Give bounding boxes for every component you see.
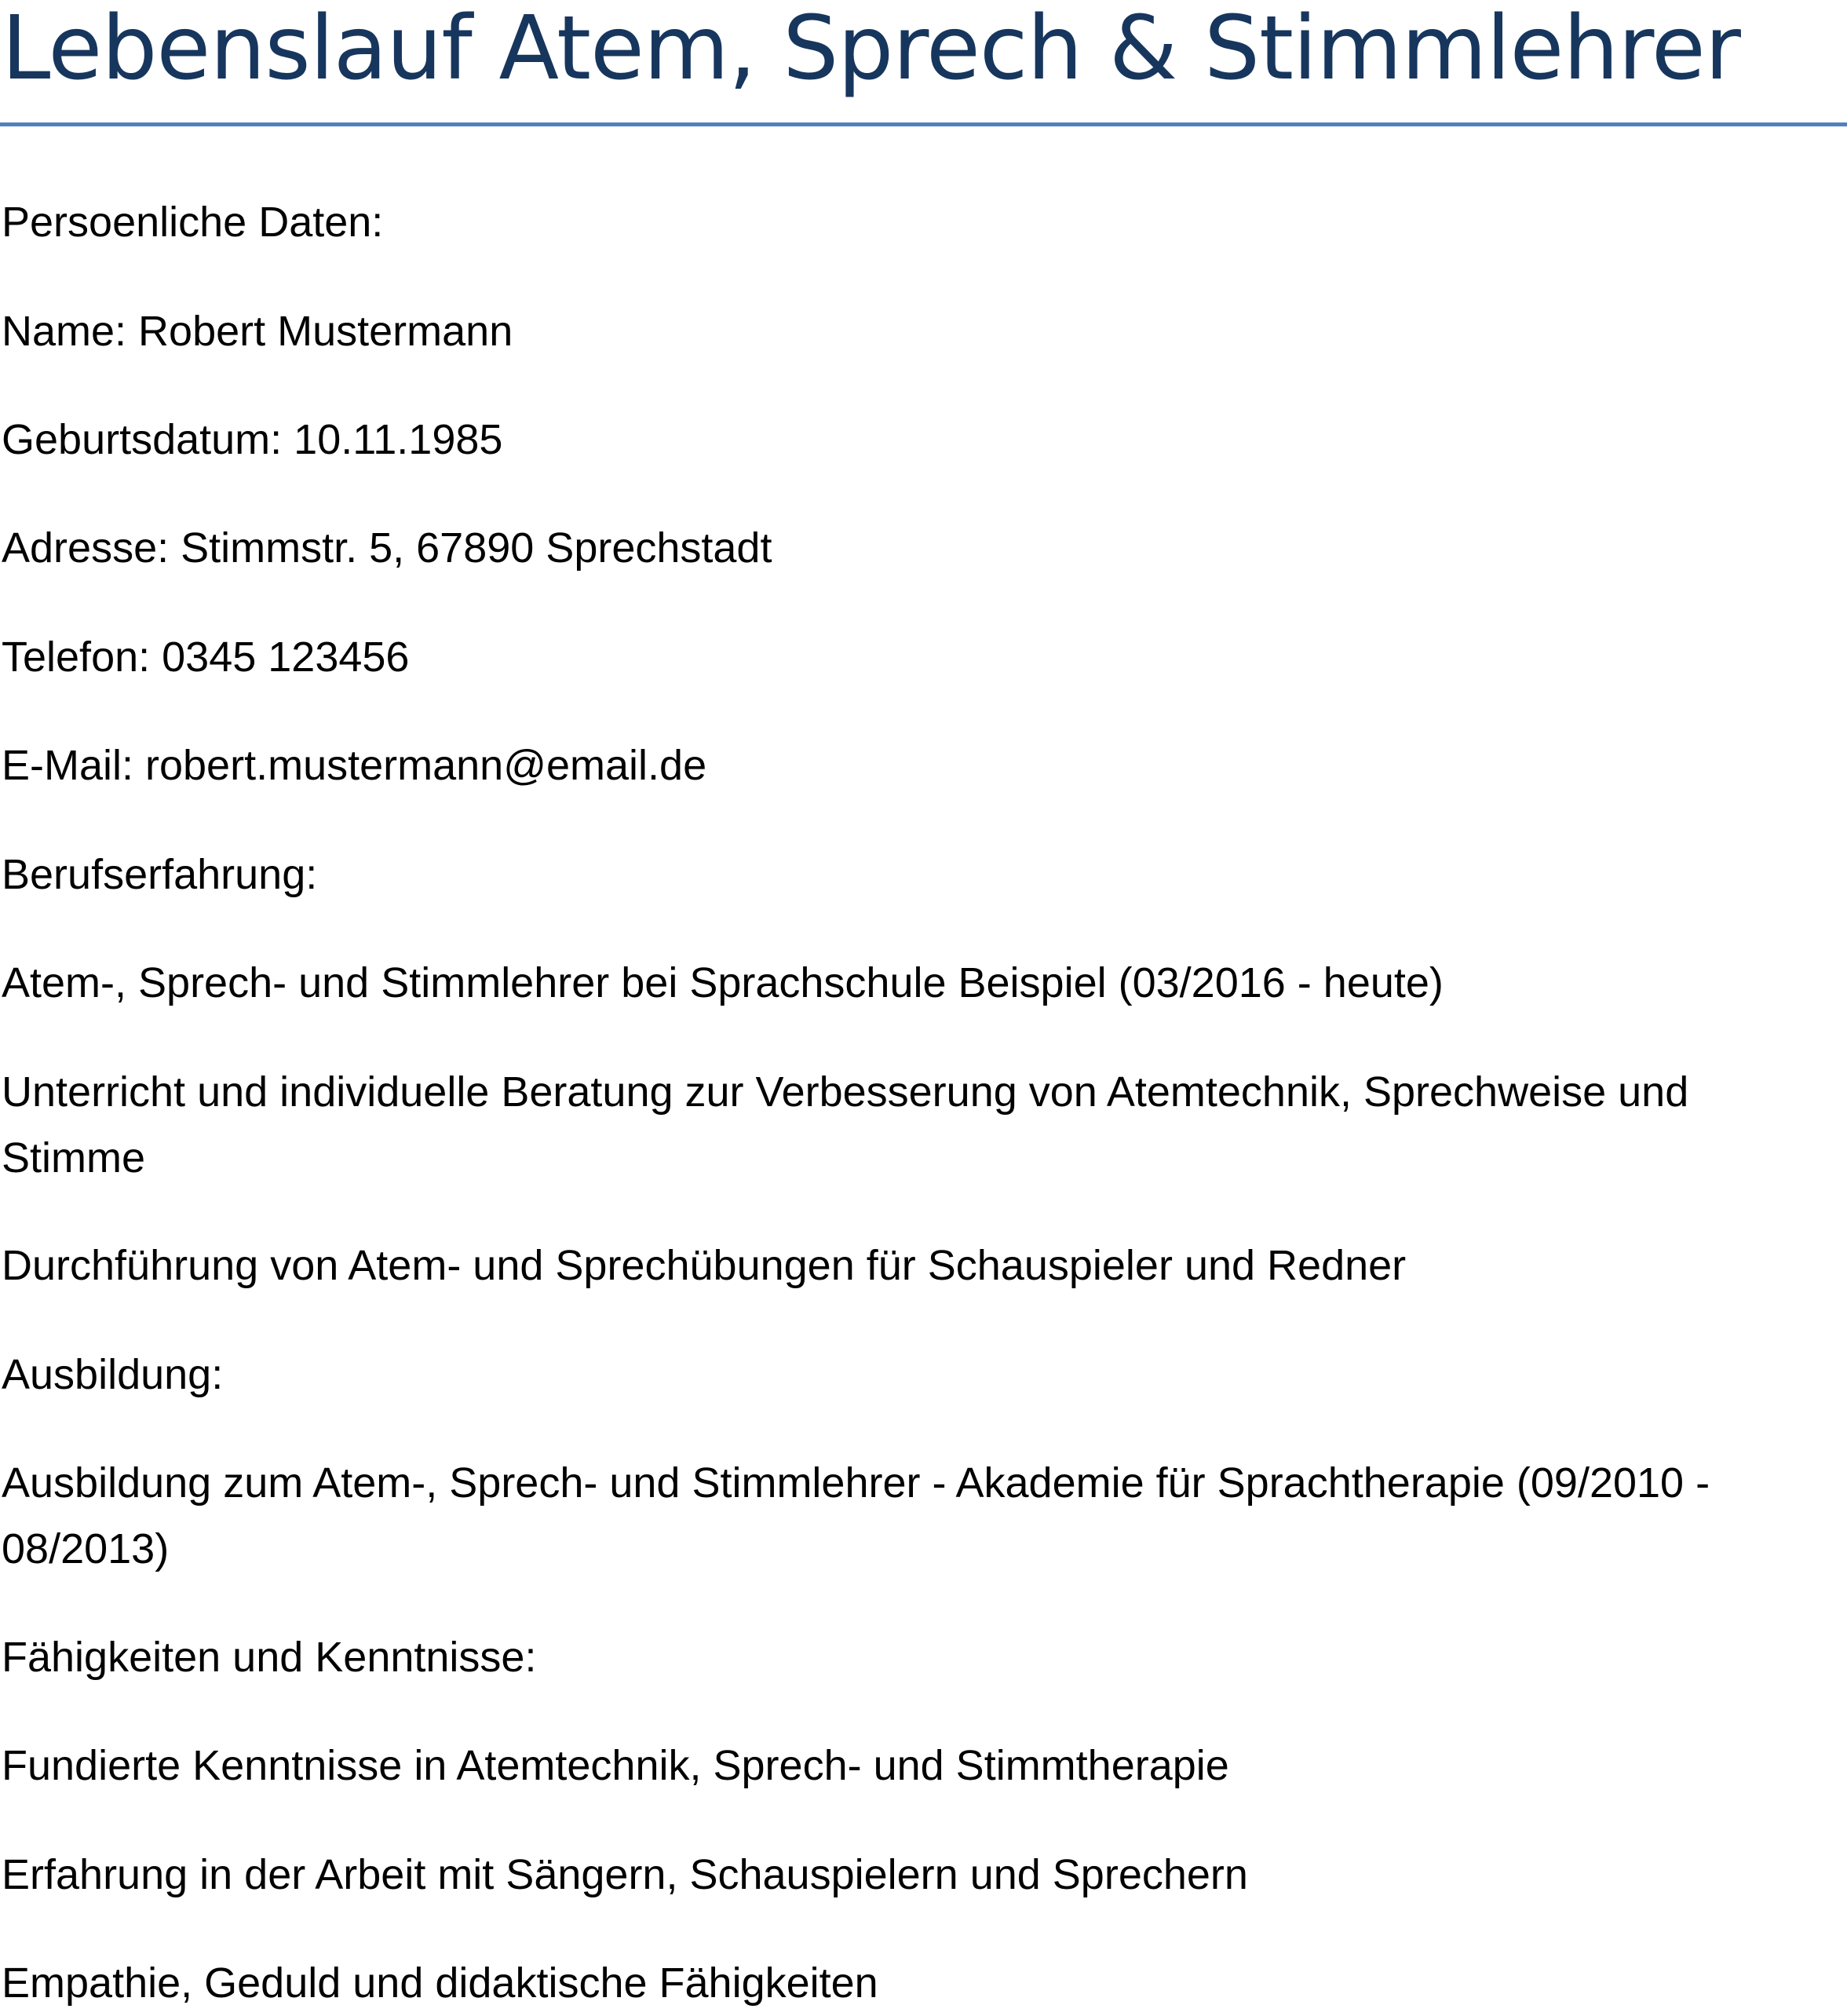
- personal-birthdate: Geburtsdatum: 10.11.1985: [2, 416, 503, 463]
- education-entry: Ausbildung zum Atem-, Sprech- und Stimmlehrer - Akademie für Sprachtherapie (09/2010 - 08/2013): [2, 1459, 1710, 1572]
- personal-heading: Persoenliche Daten:: [2, 199, 384, 246]
- personal-address: Adresse: Stimmstr. 5, 67890 Sprechstadt: [2, 524, 772, 572]
- personal-email: E-Mail: robert.mustermann@email.de: [2, 742, 707, 789]
- personal-phone: Telefon: 0345 123456: [2, 634, 410, 681]
- skill-item-1: Fundierte Kenntnisse in Atemtechnik, Sprech- und Stimmtherapie: [2, 1742, 1229, 1789]
- education-heading: Ausbildung:: [2, 1351, 224, 1398]
- skill-item-2: Erfahrung in der Arbeit mit Sängern, Schauspielern und Sprechern: [2, 1851, 1248, 1898]
- personal-name: Name: Robert Mustermann: [2, 308, 513, 355]
- skill-item-3: Empathie, Geduld und didaktische Fähigkeiten: [2, 1959, 878, 2007]
- document-title: Lebenslauf Atem, Sprech & Stimmlehrer: [2, 0, 1740, 100]
- title-divider: [0, 122, 1847, 126]
- skills-heading: Fähigkeiten und Kenntnisse:: [2, 1634, 537, 1681]
- experience-task-2: Durchführung von Atem- und Sprechübungen für Schauspieler und Redner: [2, 1242, 1407, 1289]
- experience-heading: Berufserfahrung:: [2, 851, 318, 898]
- experience-position: Atem-, Sprech- und Stimmlehrer bei Sprachschule Beispiel (03/2016 - heute): [2, 959, 1444, 1006]
- experience-task-1: Unterricht und individuelle Beratung zur Verbesserung von Atemtechnik, Sprechweise und Stimme: [2, 1068, 1689, 1181]
